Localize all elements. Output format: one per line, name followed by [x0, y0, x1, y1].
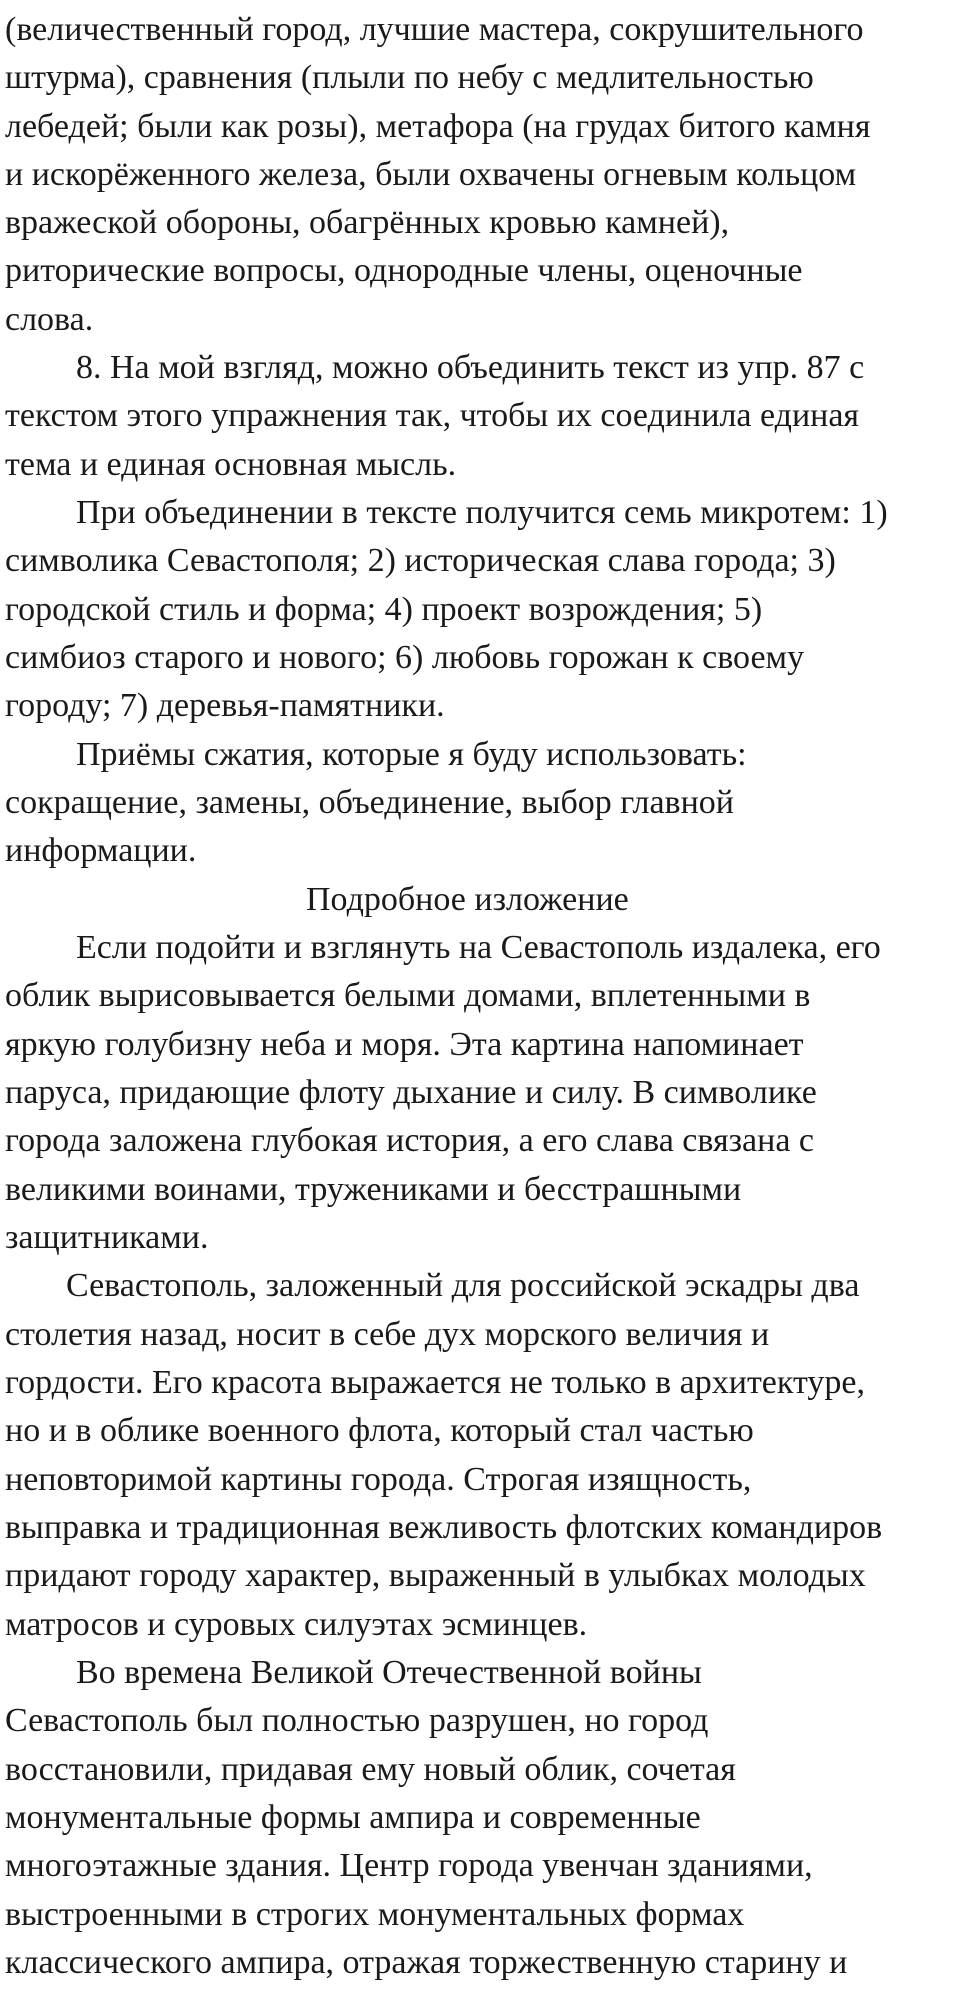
text-line: многоэтажные здания. Центр города увенчан зданиями,	[5, 1847, 813, 1884]
text-line: штурма), сравнения (плыли по небу с медлительностью	[5, 59, 814, 96]
paragraph-first-line: 8. На мой взгляд, можно объединить текст из упр. 87 с	[76, 349, 865, 386]
text-line: но и в облике военного флота, который стал частью	[5, 1412, 754, 1449]
paragraph-first-line: При объединении в тексте получится семь микротем: 1)	[76, 494, 888, 531]
section-heading: Подробное изложение	[306, 881, 629, 918]
text-line: слова.	[5, 301, 94, 338]
text-line: Севастополь был полностью разрушен, но город	[5, 1702, 709, 1739]
text-line: великими воинами, тружениками и бесстрашными	[5, 1171, 742, 1208]
paragraph-first-line: Приёмы сжатия, которые я буду использовать:	[76, 736, 747, 773]
text-line: тема и единая основная мысль.	[5, 446, 457, 483]
text-line: облик вырисовывается белыми домами, вплетенными в	[5, 977, 811, 1014]
text-line: восстановили, придавая ему новый облик, сочетая	[5, 1751, 736, 1788]
text-line: выстроенными в строгих монументальных формах	[5, 1896, 745, 1933]
text-line: матросов и суровых силуэтах эсминцев.	[5, 1606, 588, 1643]
text-line: симбиоз старого и нового; 6) любовь горожан к своему	[5, 639, 805, 676]
text-line: придают городу характер, выраженный в улыбках молодых	[5, 1557, 866, 1594]
text-line: неповторимой картины города. Строгая изящность,	[5, 1461, 752, 1498]
text-line: текстом этого упражнения так, чтобы их соединила единая	[5, 397, 860, 434]
paragraph-first-line: Севастополь, заложенный для российской эскадры два	[66, 1267, 860, 1304]
text-line: выправка и традиционная вежливость флотских командиров	[5, 1509, 883, 1546]
text-line: городской стиль и форма; 4) проект возрождения; 5)	[5, 591, 763, 628]
paragraph-first-line: Если подойти и взглянуть на Севастополь издалека, его	[76, 929, 881, 966]
text-line: городу; 7) деревья-памятники.	[5, 687, 445, 724]
text-line: сокращение, замены, объединение, выбор главной	[5, 784, 734, 821]
text-line: города заложена глубокая история, а его слава связана с	[5, 1122, 815, 1159]
text-line: лебедей; были как розы), метафора (на грудах битого камня	[5, 108, 871, 145]
paragraph-first-line: Во времена Великой Отечественной войны	[76, 1654, 702, 1691]
text-line: столетия назад, носит в себе дух морского величия и	[5, 1316, 770, 1353]
text-line: вражеской обороны, обагрённых кровью камней),	[5, 204, 730, 241]
text-line: монументальные формы ампира и современные	[5, 1799, 701, 1836]
text-line: яркую голубизну неба и моря. Эта картина напоминает	[5, 1026, 804, 1063]
text-line: риторические вопросы, однородные члены, оценочные	[5, 252, 803, 289]
text-line: и искорёженного железа, были охвачены огневым кольцом	[5, 156, 857, 193]
text-line: информации.	[5, 832, 197, 869]
text-line: символика Севастополя; 2) историческая слава города; 3)	[5, 542, 836, 579]
text-line: гордости. Его красота выражается не только в архитектуре,	[5, 1364, 865, 1401]
text-line: (величественный город, лучшие мастера, сокрушительного	[5, 11, 864, 48]
text-line: защитниками.	[5, 1219, 209, 1256]
text-line: классического ампира, отражая торжественную старину и	[5, 1944, 848, 1981]
text-line: паруса, придающие флоту дыхание и силу. В символике	[5, 1074, 817, 1111]
